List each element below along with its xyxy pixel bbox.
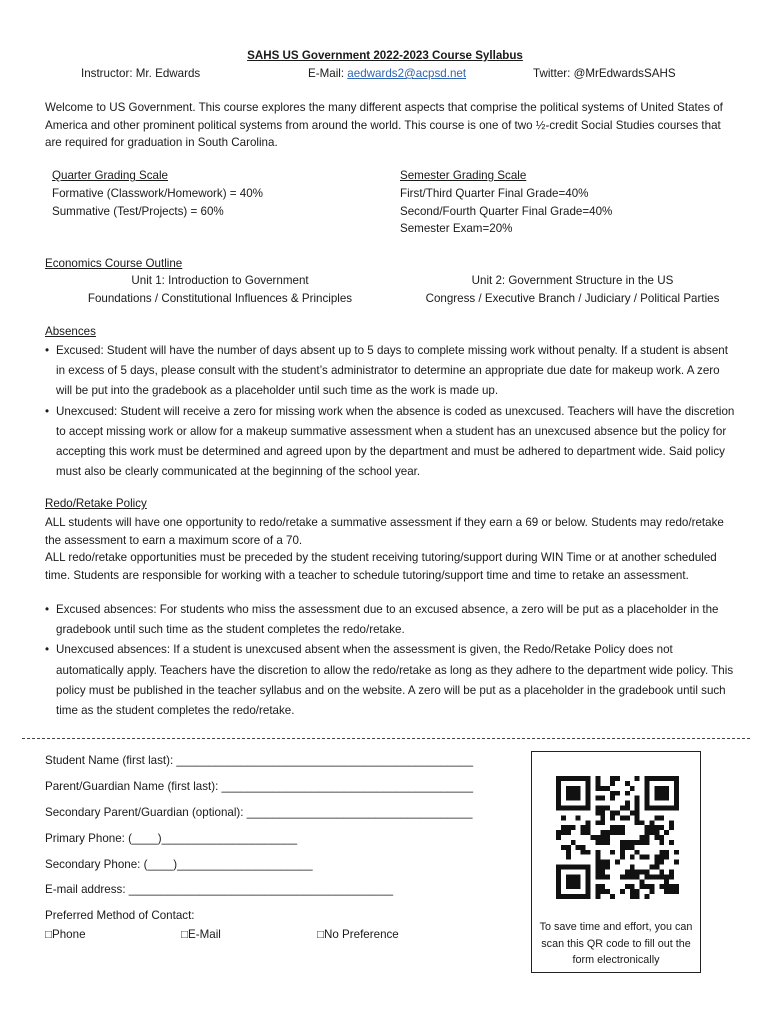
redo-excused-item: • Excused absences: For students who miss the assessment due to an excused absence, a zero will be put as a placeholder in the gradebook until such time as the student completes the redo/retake. <box>45 600 735 640</box>
contact-option-email[interactable]: □E-Mail <box>181 928 221 941</box>
secondary-phone-field[interactable]: Secondary Phone: (____)_____________________ <box>45 858 313 871</box>
unit2-title: Unit 2: Government Structure in the US <box>471 274 674 287</box>
redo-list <box>45 600 735 721</box>
preferred-contact-label: Preferred Method of Contact: <box>45 909 195 922</box>
document-title: SAHS US Government 2022-2023 Course Syllabus <box>247 49 523 62</box>
instructor-name: Instructor: Mr. Edwards <box>81 67 201 80</box>
semester-grading-line: Semester Exam=20% <box>400 222 513 235</box>
intro-paragraph: Welcome to US Government. This course explores the many different aspects that comprise the political systems of United States of America and other prominent political systems from around the world. This course is one of two ½-credit Social Studies courses that are required for graduation in South Carolina. <box>45 101 723 149</box>
absences-title: Absences <box>45 325 96 338</box>
student-name-field[interactable]: Student Name (first last): ______________________________________________ <box>45 754 474 767</box>
unit1-topics: Foundations / Constitutional Influences & Principles <box>87 292 353 305</box>
primary-phone-field[interactable]: Primary Phone: (____)_____________________ <box>45 832 298 845</box>
absence-excused-item: • Excused: Student will have the number of days absent up to 5 days to complete missing work without penalty. If a student is absent in excess of 5 days, please consult with the student’s administrator to determine an appropriate due date for makeup work. A zero will be put into the gradebook as a placeholder until such time as the work is made up. <box>45 341 735 402</box>
twitter-handle: Twitter: @MrEdwardsSAHS <box>533 67 676 80</box>
email-address-field[interactable]: E-mail address: _________________________________________ <box>45 883 394 896</box>
quarter-grading-line: Summative (Test/Projects) = 60% <box>52 205 224 218</box>
redo-policy-title: Redo/Retake Policy <box>45 497 147 510</box>
unit1-title: Unit 1: Introduction to Government <box>131 274 309 287</box>
absence-unexcused-item: • Unexcused: Student will receive a zero for missing work when the absence is coded as unexcused. Teachers will have the discretion to accept missing work or allow for a makeup summative assessment when a student has an unexcused absence but the policy for accepting this work must be determined and agreed upon by the department and must be adhered to department wide. Said policy must also be clearly communicated at the beginning of the school year. <box>45 402 735 483</box>
secondary-parent-field[interactable]: Secondary Parent/Guardian (optional): ___________________________________ <box>45 806 473 819</box>
unit2-topics: Congress / Executive Branch / Judiciary / Political Parties <box>425 292 720 305</box>
semester-grading-title: Semester Grading Scale <box>400 169 527 182</box>
redo-paragraph: ALL redo/retake opportunities must be preceded by the student receiving tutoring/support during WIN Time or at another scheduled time. Students are responsible for working with a teacher to schedule tutoring/support time and time to retake an assessment. <box>45 551 717 582</box>
parent-name-field[interactable]: Parent/Guardian Name (first last): _______________________________________ <box>45 780 474 793</box>
email-link[interactable]: aedwards2@acpsd.net <box>347 67 467 80</box>
contact-option-phone[interactable]: □Phone <box>45 928 86 941</box>
cut-line-divider <box>22 738 750 739</box>
contact-option-no-preference[interactable]: □No Preference <box>317 928 399 941</box>
email-label: E-Mail: <box>308 67 348 80</box>
redo-paragraph: ALL students will have one opportunity to redo/retake a summative assessment if they earn a 69 or below. Students may redo/retake the assessment to earn a maximum score of a 70. <box>45 516 724 547</box>
qr-caption: To save time and effort, you can scan this QR code to fill out the form electronically <box>539 921 693 966</box>
quarter-grading-line: Formative (Classwork/Homework) = 40% <box>52 187 263 200</box>
redo-unexcused-item: • Unexcused absences: If a student is unexcused absent when the assessment is given, the Redo/Retake Policy does not automatically apply. Teachers have the discretion to allow the redo/retake as long as they adhere to the department wide policy. This policy must be published in the teacher syllabus and on the website. A zero will be put as a placeholder in the gradebook until such time as the student completes the redo/retake. <box>45 640 735 721</box>
qr-code-icon[interactable] <box>556 776 679 899</box>
absences-list <box>45 341 735 482</box>
semester-grading-line: Second/Fourth Quarter Final Grade=40% <box>400 205 613 218</box>
email-line <box>308 67 466 80</box>
semester-grading-line: First/Third Quarter Final Grade=40% <box>400 187 589 200</box>
course-outline-title: Economics Course Outline <box>45 257 183 270</box>
quarter-grading-title: Quarter Grading Scale <box>52 169 168 182</box>
